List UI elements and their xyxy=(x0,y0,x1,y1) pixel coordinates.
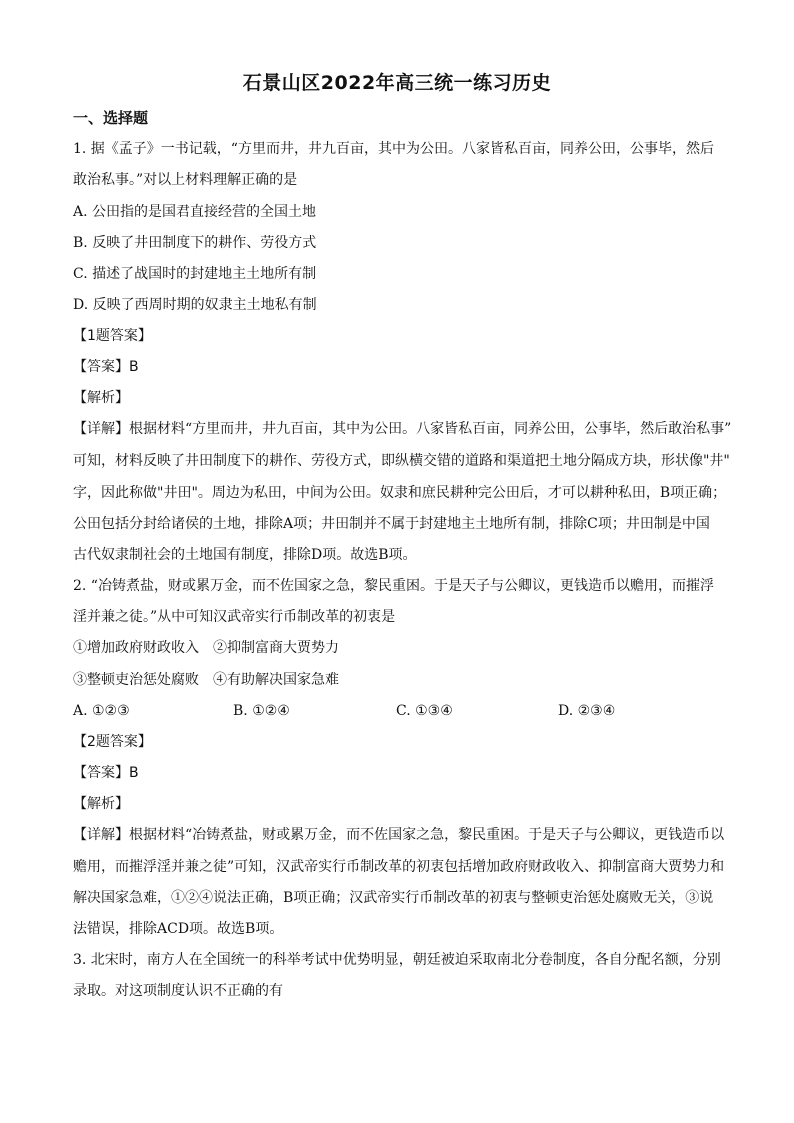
q2-analysis-label: 【解析】 xyxy=(73,796,129,812)
page-title: 石景山区2022年高三统一练习历史 xyxy=(242,72,552,94)
q2-detail-line-2: 赡用，而摧浮淫并兼之徒”可知，汉武帝实行币制改革的初衷包括增加政府财政收入、抑制富商大贾势力和 xyxy=(73,859,725,875)
q1-option-a: A. 公田指的是国君直接经营的全国土地 xyxy=(73,204,317,220)
q1-answer: 【答案】B xyxy=(73,359,139,375)
q2-answer-tag: 【2题答案】 xyxy=(73,734,152,750)
q2-option-a: A. ①②③ xyxy=(73,703,130,719)
q2-option-b: B. ①②④ xyxy=(233,703,290,719)
q1-option-d: D. 反映了西周时期的奴隶主土地私有制 xyxy=(73,297,317,313)
q1-analysis-label: 【解析】 xyxy=(73,390,129,406)
q1-answer-tag: 【1题答案】 xyxy=(73,328,152,344)
section-heading: 一、选择题 xyxy=(73,109,149,127)
q1-option-b: B. 反映了井田制度下的耕作、劳役方式 xyxy=(73,235,317,251)
q2-option-c: C. ①③④ xyxy=(396,703,453,719)
q1-detail-line-2: 可知，材料反映了井田制度下的耕作、劳役方式，即纵横交错的道路和渠道把土地分隔成方块，形状像"井" xyxy=(73,453,730,469)
q1-detail-line-3: 字，因此称做"井田"。周边为私田，中间为公田。奴隶和庶民耕种完公田后，才可以耕种私田，B项正确； xyxy=(73,485,727,501)
q1-detail-line-1: 【详解】根据材料“方里而井，井九百亩，其中为公田。八家皆私百亩，同养公田，公事毕，然后敢治私事” xyxy=(73,421,732,437)
q2-option-d: D. ②③④ xyxy=(558,703,616,719)
q1-detail-line-4: 公田包括分封给诸侯的土地，排除A项；井田制并不属于封建地主土地所有制，排除C项；井田制是中国 xyxy=(73,516,710,532)
q2-detail-line-4: 法错误，排除ACD项。故选B项。 xyxy=(73,921,284,937)
q2-stem-line-2: 淫并兼之徒。”从中可知汉武帝实行币制改革的初衷是 xyxy=(73,609,396,625)
q2-detail-line-1: 【详解】根据材料“冶铸煮盐，财或累万金，而不佐国家之急，黎民重困。于是天子与公卿议，更钱造币以 xyxy=(73,827,725,843)
q3-stem-line-2: 录取。对这项制度认识不正确的有 xyxy=(73,983,283,999)
q2-detail-line-3: 解决国家急难，①②④说法正确，B项正确；汉武帝实行币制改革的初衷与整顿吏治惩处腐败无关，③说 xyxy=(73,890,714,906)
q2-stem-line-1: 2. “冶铸煮盐，财或累万金，而不佐国家之急，黎民重困。于是天子与公卿议，更钱造币以赡用，而摧浮 xyxy=(73,578,714,594)
q2-answer: 【答案】B xyxy=(73,765,139,781)
q1-stem-line-1: 1. 据《孟子》一书记载，“方里而井，井九百亩，其中为公田。八家皆私百亩，同养公田，公事毕，然后 xyxy=(73,141,714,157)
q1-detail-line-5: 古代奴隶制社会的土地国有制度，排除D项。故选B项。 xyxy=(73,547,417,563)
q1-stem-line-2: 敢治私事。”对以上材料理解正确的是 xyxy=(73,172,298,188)
q2-item-line-2: ③整顿吏治惩处腐败 ④有助解决国家急难 xyxy=(73,672,339,688)
q3-stem-line-1: 3. 北宋时，南方人在全国统一的科举考试中优势明显，朝廷被迫采取南北分卷制度，各自分配名额，分别 xyxy=(73,952,721,968)
q1-option-c: C. 描述了战国时的封建地主土地所有制 xyxy=(73,266,317,282)
q2-item-line-1: ①增加政府财政收入 ②抑制富商大贾势力 xyxy=(73,640,339,656)
